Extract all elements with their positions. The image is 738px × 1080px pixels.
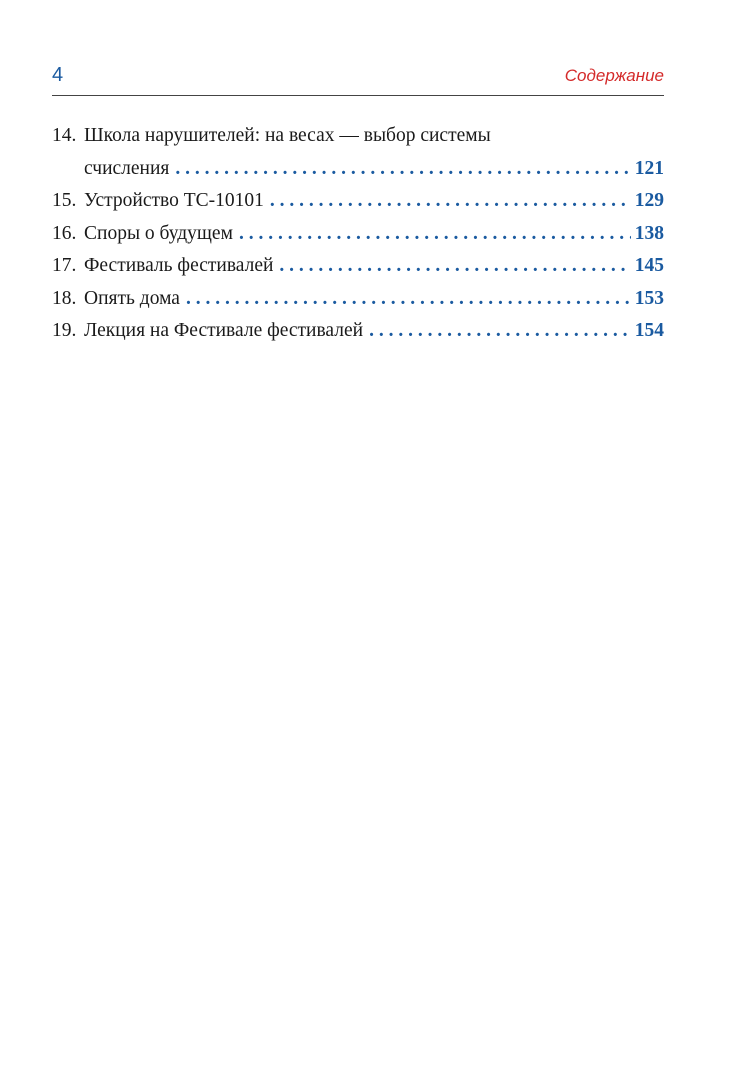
toc-entry-number: 16.	[52, 222, 77, 244]
header-rule	[52, 95, 664, 96]
toc-entry-line	[52, 218, 664, 251]
toc-entry-page[interactable]: 153	[634, 287, 664, 309]
toc-entry-line	[52, 315, 664, 348]
toc-entry-14[interactable]	[52, 120, 664, 185]
toc-entry-page[interactable]: 129	[634, 190, 664, 211]
running-title: Содержание	[564, 66, 664, 85]
toc-entry-line	[52, 250, 664, 283]
toc-entry-title: Лекция на Фестивале фестивалей	[84, 320, 364, 341]
table-of-contents	[52, 120, 664, 348]
toc-entry-line	[52, 283, 664, 316]
page-header	[52, 62, 664, 94]
toc-entry-19[interactable]	[52, 315, 664, 348]
page-number: 4	[52, 64, 64, 86]
toc-entry-title: Школа нарушителей: на весах — выбор системы	[84, 125, 491, 146]
toc-entry-title-continuation: счисления	[84, 157, 170, 179]
dot-leader	[279, 250, 630, 283]
toc-entry-title: Фестиваль фестивалей	[84, 255, 274, 276]
toc-entry-title: Споры о будущем	[84, 222, 233, 244]
dot-leader	[239, 218, 631, 251]
toc-entry-number: 14.	[52, 125, 77, 146]
toc-entry-16[interactable]	[52, 218, 664, 251]
toc-entry-number: 18.	[52, 287, 77, 309]
dot-leader	[175, 153, 630, 186]
toc-entry-number: 17.	[52, 255, 77, 276]
toc-entry-line	[52, 185, 664, 218]
toc-entry-first-line	[52, 120, 664, 153]
dot-leader	[186, 283, 631, 316]
dot-leader	[369, 315, 631, 348]
toc-entry-number: 19.	[52, 320, 77, 341]
toc-entry-page[interactable]: 138	[634, 222, 664, 244]
toc-entry-page[interactable]: 154	[634, 320, 664, 341]
toc-entry-title: Устройство ТС-10101	[84, 190, 264, 211]
toc-entry-number: 15.	[52, 190, 77, 211]
toc-entry-15[interactable]	[52, 185, 664, 218]
toc-entry-page[interactable]: 121	[634, 157, 664, 179]
toc-entry-continuation-line	[52, 153, 664, 186]
toc-entry-17[interactable]	[52, 250, 664, 283]
toc-entry-page[interactable]: 145	[634, 255, 664, 276]
dot-leader	[270, 185, 631, 218]
toc-entry-18[interactable]	[52, 283, 664, 316]
toc-entry-title: Опять дома	[84, 287, 180, 309]
